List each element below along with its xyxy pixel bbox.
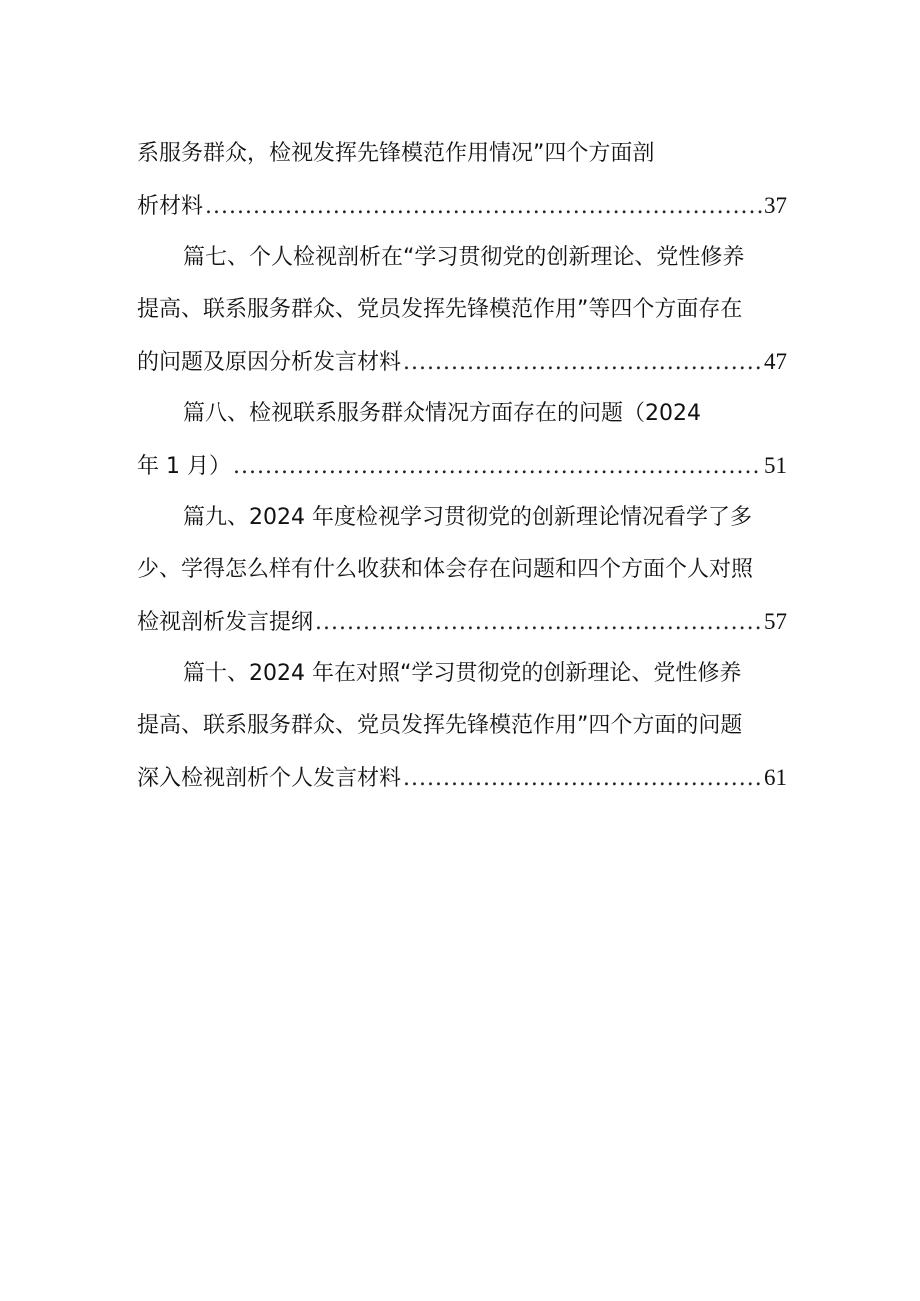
toc-entry-line xyxy=(137,284,787,336)
toc-entry-text: 析材料 xyxy=(137,194,204,219)
toc-entry-line xyxy=(137,544,787,596)
toc-entry-text: 篇七、个人检视剖析在“学习贯彻党的创新理论、党性修养 xyxy=(183,245,745,270)
dot-leader xyxy=(233,441,762,493)
toc-entry-chapter-10[interactable] xyxy=(137,648,787,804)
toc-entry-text: 年 1 月） xyxy=(137,454,231,479)
toc-entry-chapter-7[interactable] xyxy=(137,232,787,388)
toc-page-number: 37 xyxy=(764,193,787,218)
toc-entry-text: 提高、联系服务群众、党员发挥先锋模范作用”四个方面的问题 xyxy=(137,713,743,738)
toc-entry-text: 深入检视剖析个人发言材料 xyxy=(137,766,402,791)
toc-entry-text: 篇十、2024 年在对照“学习贯彻党的创新理论、党性修养 xyxy=(183,661,742,686)
toc-entry-text: 提高、联系服务群众、党员发挥先锋模范作用”等四个方面存在 xyxy=(137,297,743,322)
toc-page-number: 61 xyxy=(764,765,787,790)
toc-entry-line xyxy=(137,128,787,180)
dot-leader xyxy=(403,337,762,389)
toc-entry-text: 篇八、检视联系服务群众情况方面存在的问题（2024 xyxy=(183,401,701,426)
toc-entry-line xyxy=(137,492,787,544)
toc-entry-chapter-8[interactable] xyxy=(137,388,787,492)
toc-entry-line xyxy=(137,648,787,700)
toc-page-number: 47 xyxy=(764,349,787,374)
toc-entry-line xyxy=(137,700,787,752)
dot-leader xyxy=(403,753,762,805)
toc-entry-last-line xyxy=(137,336,787,388)
toc-entry-last-line xyxy=(137,752,787,804)
table-of-contents xyxy=(137,128,787,804)
toc-page-number: 51 xyxy=(764,453,787,478)
toc-page-number: 57 xyxy=(764,609,787,634)
toc-entry-continued[interactable] xyxy=(137,128,787,232)
toc-entry-last-line xyxy=(137,440,787,492)
toc-entry-text: 的问题及原因分析发言材料 xyxy=(137,350,402,375)
toc-entry-text: 检视剖析发言提纲 xyxy=(137,610,314,635)
dot-leader xyxy=(315,597,762,649)
toc-entry-text: 篇九、2024 年度检视学习贯彻党的创新理论情况看学了多 xyxy=(183,505,752,530)
toc-entry-line xyxy=(137,388,787,440)
dot-leader xyxy=(205,181,762,233)
toc-entry-text: 系服务群众，检视发挥先锋模范作用情况”四个方面剖 xyxy=(137,141,655,166)
toc-entry-last-line xyxy=(137,596,787,648)
toc-entry-chapter-9[interactable] xyxy=(137,492,787,648)
toc-entry-last-line xyxy=(137,180,787,232)
toc-entry-line xyxy=(137,232,787,284)
toc-entry-text: 少、学得怎么样有什么收获和体会存在问题和四个方面个人对照 xyxy=(137,557,754,582)
